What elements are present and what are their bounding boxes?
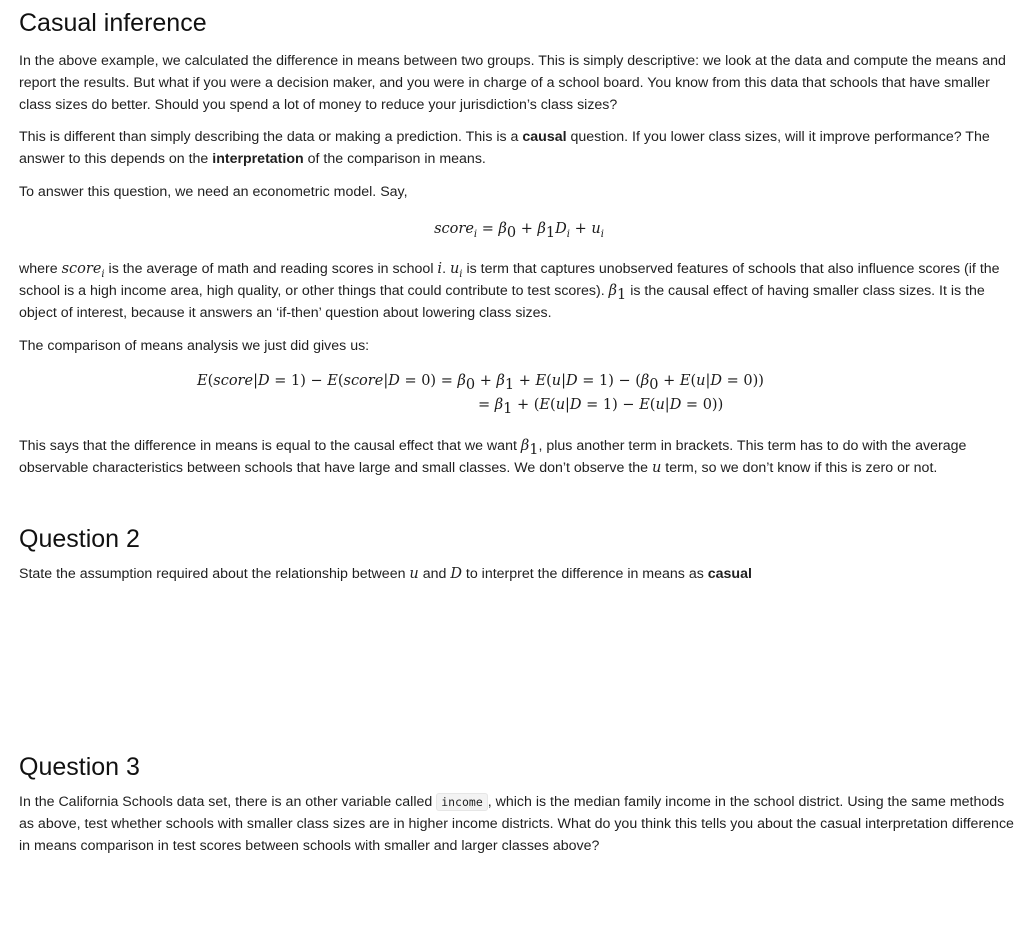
paragraph-causal-question: This is different than simply describing the data or making a prediction. This is a causal question. If you lower class sizes, will it improve performance? The answer to this depends on the interpretation of the comparison in means. <box>19 129 990 167</box>
code-income: income <box>436 793 488 811</box>
math-beta1-b: $\beta_1$ <box>520 438 539 458</box>
paragraph-intro: In the above example, we calculated the difference in means between two groups. This is simply descriptive: we look at the data and compute the means and report the results. But what if you were a decision maker, and you were in charge of a school board. You know from this data that schools that have smaller class sizes do better. Should you spend a lot of money to reduce your jurisdiction’s class sizes? <box>19 53 1006 113</box>
math-i: i <box>437 261 443 277</box>
bold-interpretation: interpretation <box>212 151 304 167</box>
section-title-question-3: Question 3 <box>19 753 140 781</box>
aligned-equation-line-2: = $\beta_1 + (E(u|D = 1) - E(u|D = 0))$ <box>478 397 724 417</box>
math-u-q2: u <box>409 566 419 582</box>
aligned-equation-line-1: E(score|D = 1) − E(score|D = $0) = \beta_0 + \beta_1 + E(u|D = 1) - (\beta_0 + E(u|D = 0))$ <box>197 373 764 393</box>
question-3-text: In the California Schools data set, there is an other variable called income , which is the median family income in the school district. Using the same methods as above, test whether schools with smaller class sizes are in higher income districts. What do you think this tells you about the casual interpretation difference in means comparison in test scores between schools with smaller and larger classes above? <box>19 794 1014 854</box>
math-u: $u_i$ <box>449 261 463 280</box>
math-D-q2: D <box>450 566 462 582</box>
paragraph-comparison-intro: The comparison of means analysis we just did gives us: <box>19 338 370 354</box>
aligned-equations <box>19 372 1019 422</box>
section-title-question-2: Question 2 <box>19 525 140 553</box>
paragraph-difference-interpretation: This says that the difference in means is equal to the causal effect that we want $\beta_1$, plus another term in brackets. This term has to do with the average observable characteristics between schools that have large and small classes. We don’t observe the u term, so we don’t know if this is zero or not. <box>19 438 967 476</box>
math-score: score$_i$ <box>61 261 105 280</box>
section-title-casual-inference: Casual inference <box>19 9 207 37</box>
math-u-b: u <box>652 460 662 476</box>
bold-casual: casual <box>707 566 752 582</box>
paragraph-model-explanation: where score$_i$ is the average of math and reading scores in school i. $u_i$ is term that captures unobserved features of schools that also influence scores (if the school is a high income area, high quality, or other things that could contribute to test scores). $\beta_1$ is the causal effect of having smaller class sizes. It is the object of interest, because it answers an ‘if-then’ question about lowering class sizes. <box>19 261 1000 321</box>
math-beta1: $\beta_1$ <box>608 283 627 303</box>
paragraph-model-intro: To answer this question, we need an econometric model. Say, <box>19 184 408 200</box>
bold-causal: causal <box>522 129 567 145</box>
model-equation: score$_i$ = $\beta_0 + \beta_1D_i + u_i$ <box>434 221 604 241</box>
question-2-text: State the assumption required about the relationship between u and D to interpret the difference in means as casual <box>19 566 752 582</box>
